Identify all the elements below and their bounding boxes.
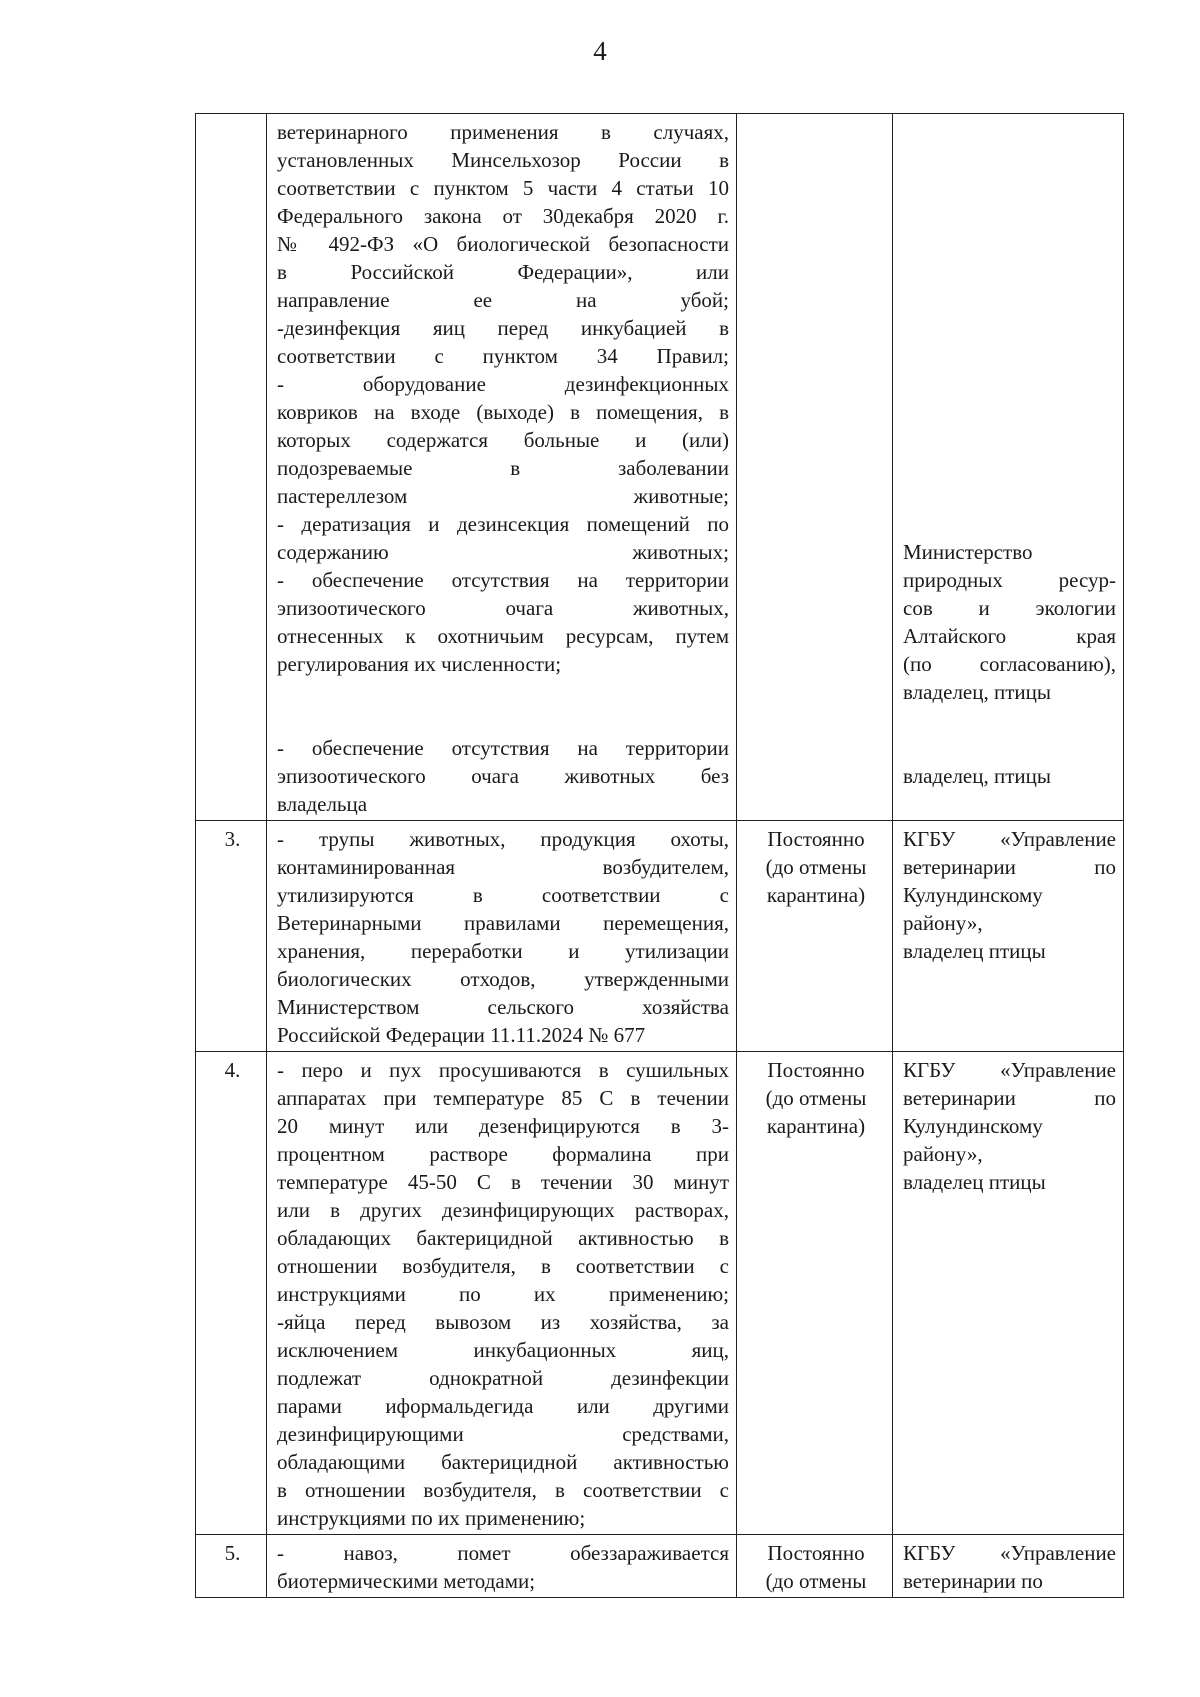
responsible-party bbox=[893, 1052, 1124, 1535]
text-line: подозреваемые в заболевании bbox=[277, 456, 729, 480]
text-line: району», bbox=[903, 911, 983, 935]
text-line: району», bbox=[903, 1142, 983, 1166]
text-line: отнесенных к охотничьим ресурсам, путем bbox=[277, 624, 729, 648]
measure-term bbox=[737, 821, 893, 1052]
text-line: парами иформальдегида или другими bbox=[277, 1394, 729, 1418]
text-line: (по согласованию), bbox=[903, 652, 1116, 676]
responsible-party bbox=[893, 1535, 1124, 1598]
text-line: ветеринарии по bbox=[903, 1086, 1116, 1110]
text-line: соответствии с пунктом 5 части 4 статьи 10 bbox=[277, 176, 729, 200]
text-line: владельца bbox=[277, 792, 368, 816]
text-line: Постоянно bbox=[767, 827, 865, 851]
text-line: -дезинфекция яиц перед инкубацией в bbox=[277, 316, 729, 340]
measure-text bbox=[267, 114, 737, 821]
row-number bbox=[196, 114, 267, 821]
blank-line bbox=[903, 454, 1116, 482]
text-line: аппаратах при температуре 85 С в течении bbox=[277, 1086, 729, 1110]
text-line: владелец птицы bbox=[903, 939, 1046, 963]
text-line: процентном растворе формалина при bbox=[277, 1142, 729, 1166]
text-line: эпизоотического очага животных, bbox=[277, 596, 729, 620]
blank-line bbox=[903, 734, 1116, 762]
blank-line bbox=[903, 342, 1116, 370]
text-line: ветеринарии по bbox=[903, 1569, 1043, 1593]
text-line: сов и экологии bbox=[903, 596, 1116, 620]
text-line: соответствии с пунктом 34 Правил; bbox=[277, 344, 729, 368]
measure-term bbox=[737, 1535, 893, 1598]
text-line: утилизируются в соответствии с bbox=[277, 883, 729, 907]
text-line: дезинфицирующими средствами, bbox=[277, 1422, 729, 1446]
measure-text bbox=[267, 1535, 737, 1598]
text-line: биологических отходов, утвержденными bbox=[277, 967, 729, 991]
text-line: природных ресур- bbox=[903, 568, 1116, 592]
blank-line bbox=[903, 174, 1116, 202]
text-line: (до отмены bbox=[765, 1086, 867, 1110]
text-line: контаминированная возбудителем, bbox=[277, 855, 729, 879]
measure-term bbox=[737, 114, 893, 821]
text-line: инструкциями по их применению; bbox=[277, 1506, 586, 1530]
blank-line bbox=[903, 398, 1116, 426]
text-line: Ветеринарными правилами перемещения, bbox=[277, 911, 729, 935]
table-row bbox=[196, 821, 1124, 1052]
text-line: -яйца перед вывозом из хозяйства, за bbox=[277, 1310, 729, 1334]
blank-line bbox=[277, 706, 729, 734]
responsible-party bbox=[893, 114, 1124, 821]
text-line: регулирования их численности; bbox=[277, 652, 562, 676]
blank-line bbox=[903, 482, 1116, 510]
measure-text bbox=[267, 1052, 737, 1535]
text-line: хранения, переработки и утилизации bbox=[277, 939, 729, 963]
text-line: владелец, птицы bbox=[903, 764, 1051, 788]
text-line: - обеспечение отсутствия на территории bbox=[277, 568, 729, 592]
blank-line bbox=[903, 426, 1116, 454]
text-line: установленных Минсельхозор России в bbox=[277, 148, 729, 172]
text-line: в Российской Федерации», или bbox=[277, 260, 729, 284]
text-line: - трупы животных, продукция охоты, bbox=[277, 827, 729, 851]
text-line: владелец, птицы bbox=[903, 680, 1051, 704]
text-line: 20 минут или дезенфицируются в 3- bbox=[277, 1114, 729, 1138]
blank-line bbox=[903, 118, 1116, 146]
text-line: Постоянно bbox=[767, 1058, 865, 1082]
text-line: карантина) bbox=[766, 883, 866, 907]
text-line: Министерство bbox=[903, 540, 1033, 564]
text-line: эпизоотического очага животных без bbox=[277, 764, 729, 788]
row-number: 4. bbox=[196, 1052, 267, 1535]
text-line: КГБУ «Управление bbox=[903, 1058, 1116, 1082]
row-number: 5. bbox=[196, 1535, 267, 1598]
table-row bbox=[196, 1535, 1124, 1598]
text-line: Алтайского края bbox=[903, 624, 1116, 648]
text-line: обладающими бактерицидной активностью bbox=[277, 1450, 729, 1474]
blank-line bbox=[903, 314, 1116, 342]
blank-line bbox=[903, 706, 1116, 734]
blank-line bbox=[903, 510, 1116, 538]
blank-line bbox=[277, 678, 729, 706]
blank-line bbox=[903, 146, 1116, 174]
text-line: № 492-ФЗ «О биологической безопасности bbox=[277, 232, 729, 256]
text-line: (до отмены bbox=[765, 1569, 867, 1593]
text-line: Российской Федерации 11.11.2024 № 677 bbox=[277, 1023, 646, 1047]
text-line: отношении возбудителя, в соответствии с bbox=[277, 1254, 729, 1278]
text-line: Кулундинскому bbox=[903, 1114, 1043, 1138]
blank-line bbox=[903, 258, 1116, 286]
text-line: направление ее на убой; bbox=[277, 288, 729, 312]
text-line: которых содержатся больные и (или) bbox=[277, 428, 729, 452]
text-line: (до отмены bbox=[765, 855, 867, 879]
row-number: 3. bbox=[196, 821, 267, 1052]
text-line: Кулундинскому bbox=[903, 883, 1043, 907]
text-line: пастереллезом животные; bbox=[277, 484, 729, 508]
text-line: карантина) bbox=[766, 1114, 866, 1138]
text-line: - навоз, помет обеззараживается bbox=[277, 1541, 729, 1565]
blank-line bbox=[903, 370, 1116, 398]
text-line: инструкциями по их применению; bbox=[277, 1282, 729, 1306]
text-line: КГБУ «Управление bbox=[903, 1541, 1116, 1565]
text-line: или в других дезинфицирующих растворах, bbox=[277, 1198, 729, 1222]
page-number: 4 bbox=[593, 36, 607, 66]
text-line: - перо и пух просушиваются в сушильных bbox=[277, 1058, 729, 1082]
text-line: температуре 45-50 С в течении 30 минут bbox=[277, 1170, 729, 1194]
text-line: - оборудование дезинфекционных bbox=[277, 372, 729, 396]
text-line: содержанию животных; bbox=[277, 540, 729, 564]
text-line: исключением инкубационных яиц, bbox=[277, 1338, 729, 1362]
text-line: Постоянно bbox=[767, 1541, 865, 1565]
text-line: - дератизация и дезинсекция помещений по bbox=[277, 512, 729, 536]
text-line: ковриков на входе (выходе) в помещения, в bbox=[277, 400, 729, 424]
table-row bbox=[196, 1052, 1124, 1535]
text-line: обладающих бактерицидной активностью в bbox=[277, 1226, 729, 1250]
text-line: владелец птицы bbox=[903, 1170, 1046, 1194]
blank-line bbox=[903, 202, 1116, 230]
text-line: ветеринарного применения в случаях, bbox=[277, 120, 729, 144]
text-line: - обеспечение отсутствия на территории bbox=[277, 736, 729, 760]
text-line: Министерством сельского хозяйства bbox=[277, 995, 729, 1019]
text-line: ветеринарии по bbox=[903, 855, 1116, 879]
blank-line bbox=[903, 286, 1116, 314]
measure-term bbox=[737, 1052, 893, 1535]
blank-line bbox=[903, 230, 1116, 258]
table-row bbox=[196, 114, 1124, 821]
text-line: подлежат однократной дезинфекции bbox=[277, 1366, 729, 1390]
text-line: Федерального закона от 30декабря 2020 г. bbox=[277, 204, 729, 228]
measure-text bbox=[267, 821, 737, 1052]
text-line: в отношении возбудителя, в соответствии с bbox=[277, 1478, 729, 1502]
measures-table bbox=[195, 113, 1124, 1598]
text-line: биотермическими методами; bbox=[277, 1569, 536, 1593]
text-line: КГБУ «Управление bbox=[903, 827, 1116, 851]
responsible-party bbox=[893, 821, 1124, 1052]
